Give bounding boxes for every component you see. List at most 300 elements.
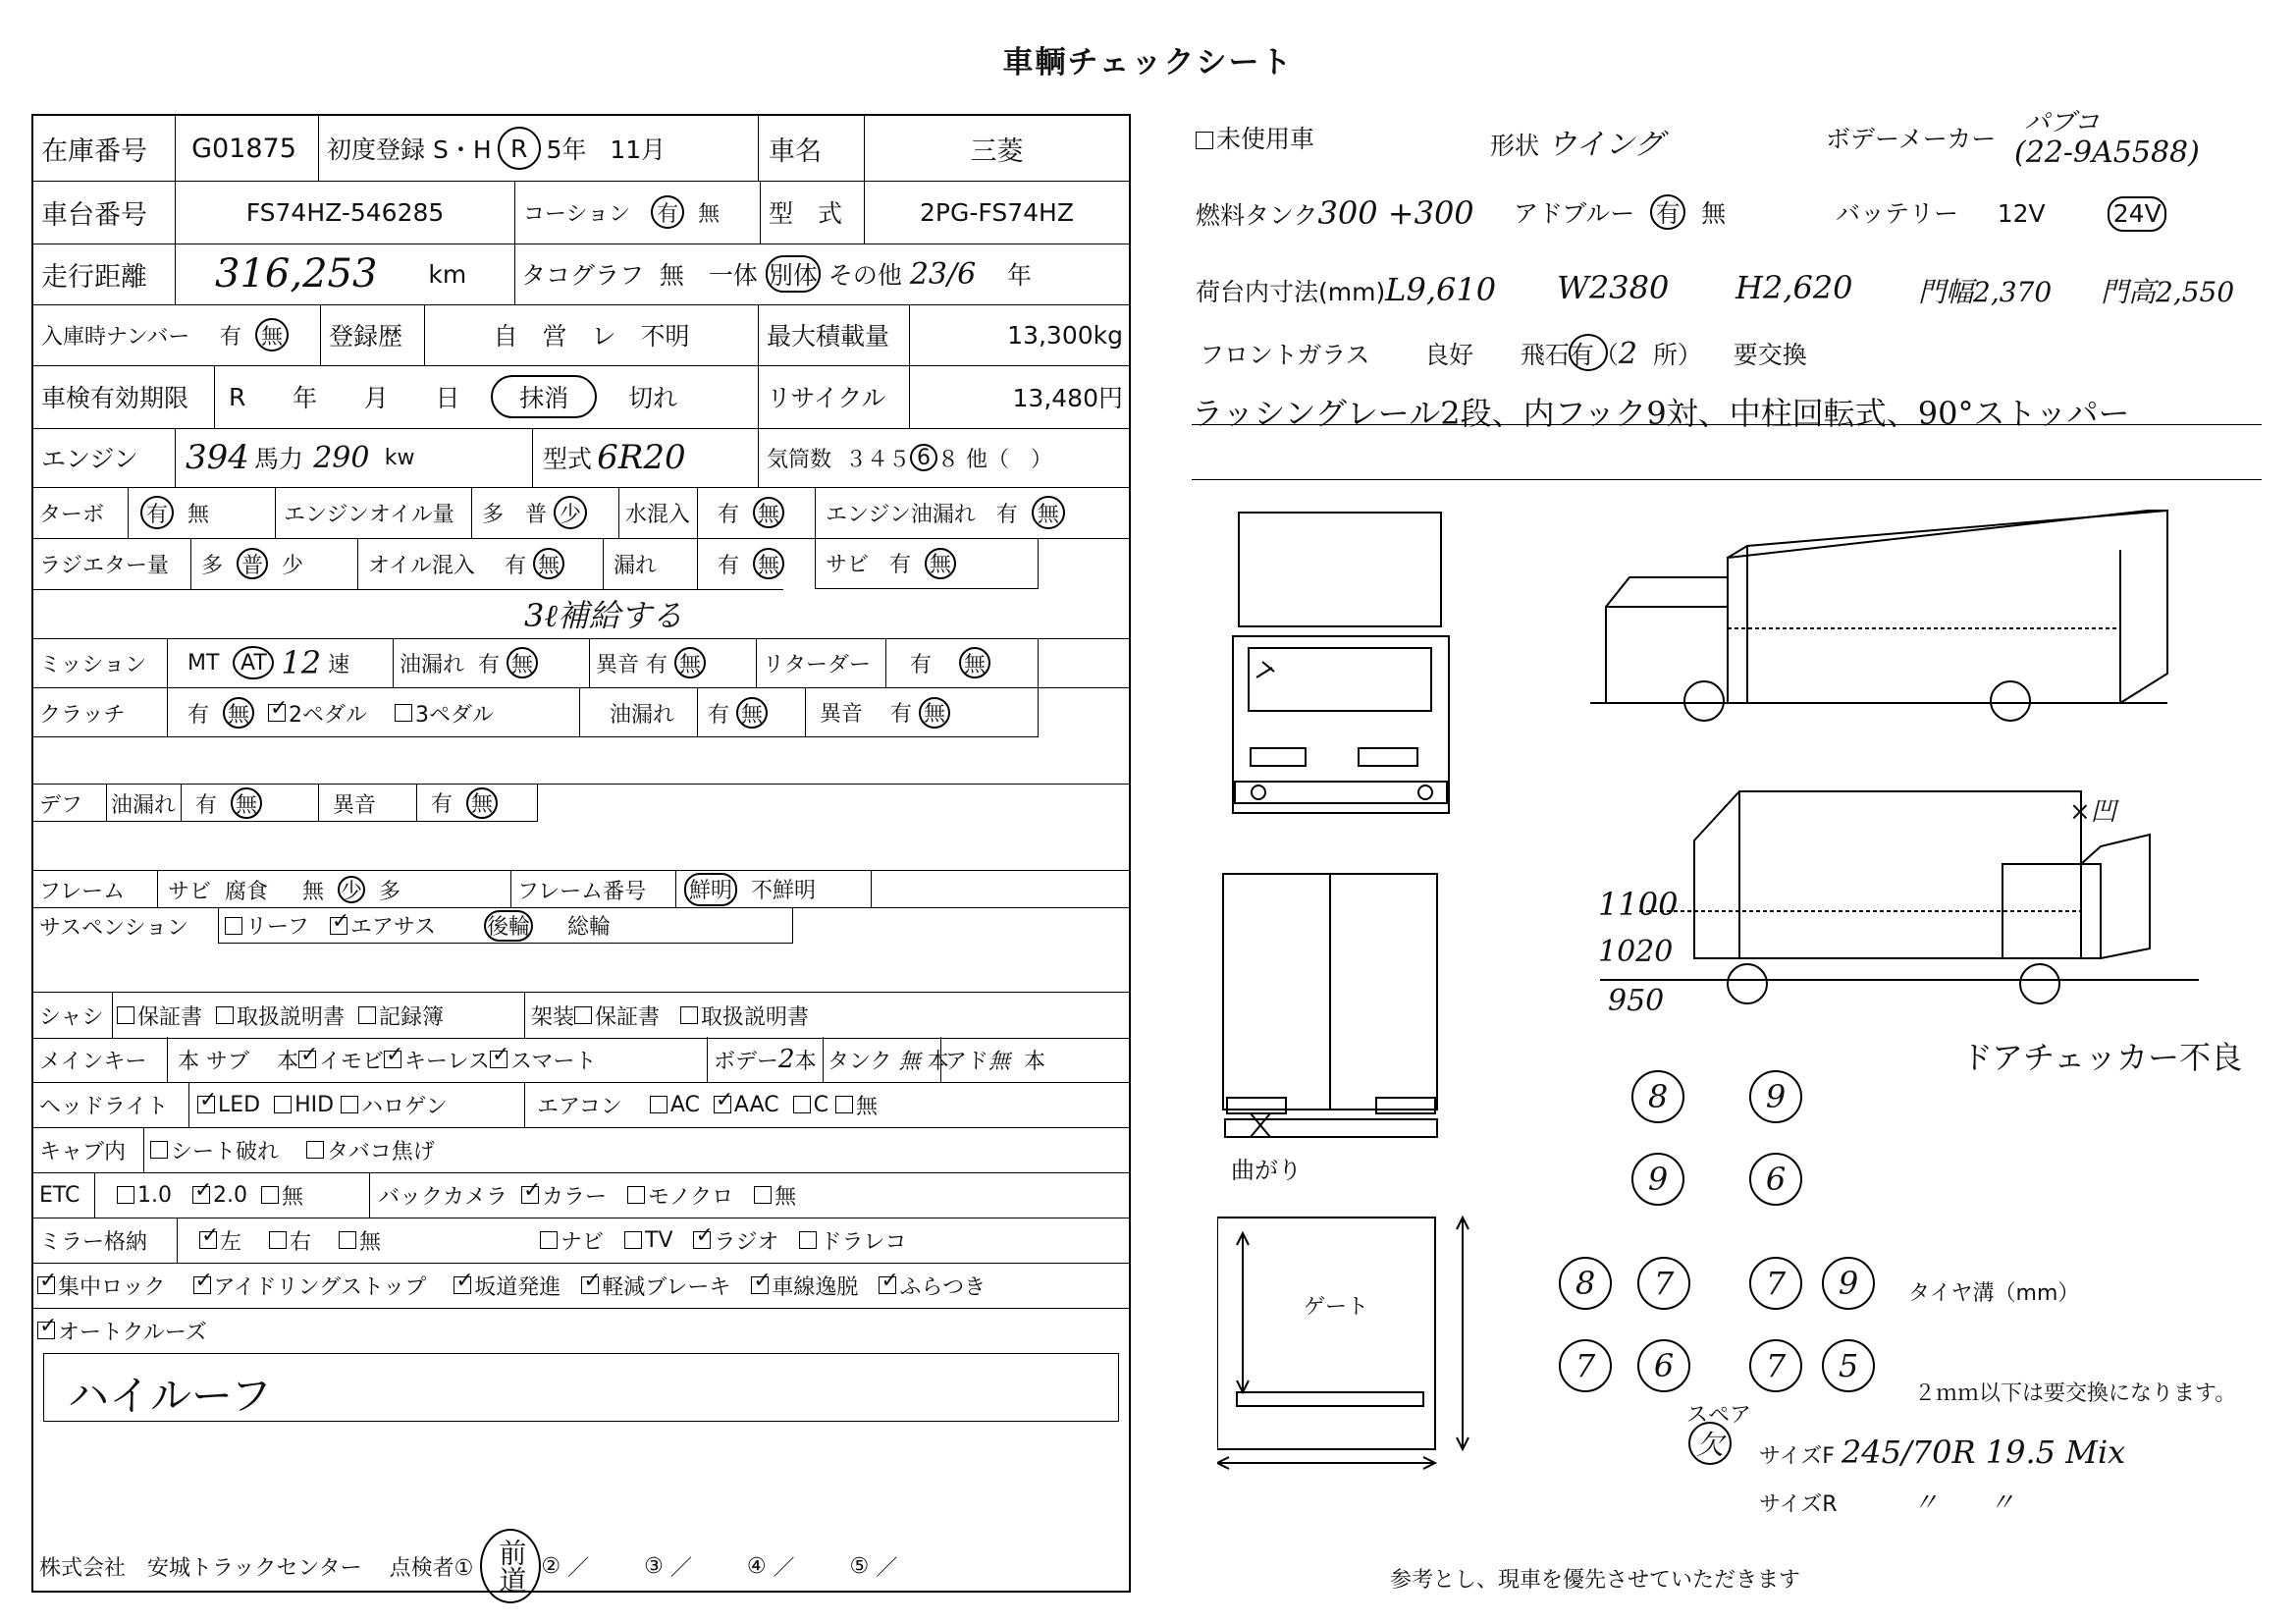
cylinder-rest: ８ 他（ ） xyxy=(937,447,1053,472)
immobi-checkbox[interactable] xyxy=(298,1051,316,1068)
mirror-none-label: 無 xyxy=(359,1229,382,1255)
frame-many: 多 xyxy=(379,879,401,904)
caution-no: 無 xyxy=(698,201,721,227)
body-maker: パブコ xyxy=(2024,108,2100,137)
max-load-label: 最大積載量 xyxy=(758,304,905,365)
radio-label: ラジオ xyxy=(714,1229,779,1255)
retarder-yes: 有 xyxy=(910,652,933,677)
tobacco-burn-label: タバコ焦げ xyxy=(327,1139,435,1164)
stock-label: 在庫番号 xyxy=(41,135,147,167)
adblue-label: アドブルー xyxy=(1514,199,1635,228)
clutch-no: 無 xyxy=(223,697,254,729)
row-stock xyxy=(33,116,1129,182)
front-cab-outline xyxy=(1233,636,1449,813)
main-key: 本 xyxy=(178,1049,200,1074)
row-chassis-docs xyxy=(33,992,1129,1039)
era-circle: R xyxy=(498,127,541,170)
radiator-mid: 普 xyxy=(237,548,268,579)
sub-key: サブ xyxy=(206,1049,250,1074)
mission-mt: MT xyxy=(187,650,220,676)
mirror-right-label: 右 xyxy=(290,1229,312,1255)
history-label: 登録歴 xyxy=(320,304,457,365)
body-warranty-checkbox[interactable] xyxy=(574,1006,592,1024)
row-turbo xyxy=(33,487,1129,539)
hill-start-checkbox[interactable] xyxy=(454,1276,471,1294)
aircon-label: エアコン xyxy=(537,1094,622,1119)
reference-note: 参考とし、現車を優先させていただきます xyxy=(1390,1568,1801,1593)
tire-tread-11: 7 xyxy=(1749,1339,1802,1392)
frame-few: 少 xyxy=(338,876,365,903)
warranty-label: 保証書 xyxy=(137,1004,203,1030)
tacho-date: 23/6 xyxy=(909,256,977,292)
tacho-selected: 別体 xyxy=(766,255,821,293)
slash-5: ／ xyxy=(876,1555,898,1581)
inspection-cancelled: 抹消 xyxy=(491,375,597,418)
inspection-label: 車検有効期限 xyxy=(41,384,189,412)
airsus-checkbox[interactable] xyxy=(330,917,347,935)
row-cruise xyxy=(33,1308,1129,1353)
frame-number-unclear: 不鮮明 xyxy=(751,879,817,903)
central-lock-checkbox[interactable] xyxy=(37,1276,55,1294)
camera-mono-checkbox[interactable] xyxy=(627,1186,645,1204)
camera-color-checkbox[interactable] xyxy=(521,1186,539,1204)
row-radiator-note xyxy=(33,589,1129,639)
fuel-tank-value: 300 +300 xyxy=(1317,194,1474,232)
inspection-month: 月 xyxy=(363,384,389,412)
mission-leak-yes: 有 xyxy=(478,652,501,677)
smart-checkbox[interactable] xyxy=(490,1051,507,1068)
idle-stop-checkbox[interactable] xyxy=(193,1276,211,1294)
suspension-label: サスペンション xyxy=(39,915,189,941)
inspector-4: ④ xyxy=(746,1553,767,1579)
mirror-label: ミラー格納 xyxy=(39,1229,148,1255)
inspector-label: 点検者① xyxy=(389,1555,474,1581)
manual-checkbox[interactable] xyxy=(216,1006,234,1024)
water-label: 水混入 xyxy=(618,487,697,538)
inspector-stamp: 前道 xyxy=(480,1529,541,1603)
body-manual-label: 取扱説明書 xyxy=(701,1004,810,1030)
row-frame xyxy=(33,870,1129,908)
shape-label: 形状 xyxy=(1490,132,1540,160)
ac-label: AC xyxy=(669,1092,700,1117)
door-width: 門幅2,370 xyxy=(1918,276,2053,308)
battery-24v: 24V xyxy=(2108,196,2166,232)
mirror-left-checkbox[interactable] xyxy=(199,1231,217,1249)
cylinder-label: 気筒数 xyxy=(767,447,832,472)
engine-leak-label: エンジン油漏れ xyxy=(826,502,976,527)
seat-tear-label: シート破れ xyxy=(171,1139,280,1164)
etc-none-label: 無 xyxy=(281,1184,303,1210)
radiator-label: ラジエター量 xyxy=(39,553,170,578)
row-inspection xyxy=(33,365,1129,429)
size-front-label: サイズF xyxy=(1759,1444,1835,1469)
adblue-yes: 有 xyxy=(1650,194,1685,230)
seat-tear-checkbox[interactable] xyxy=(150,1141,168,1159)
back-camera-label: バックカメラ xyxy=(378,1184,508,1210)
aac-label: AAC xyxy=(733,1092,779,1117)
sheet-title: 車輌チェックシート xyxy=(1002,45,1294,81)
row-mirror xyxy=(33,1218,1129,1264)
body-key-label: ボデー xyxy=(714,1049,779,1074)
truck-diagrams xyxy=(1217,491,2277,1492)
chassis-number: FS74HZ-546285 xyxy=(175,181,514,244)
body-warranty-label: 保証書 xyxy=(595,1004,661,1030)
tire-tread-9: 7 xyxy=(1559,1339,1612,1392)
body-note: ラッシングレール2段、内フック9対、中柱回転式、90°ストッパー xyxy=(1192,395,2130,432)
smart-label: スマート xyxy=(509,1049,597,1074)
keyless-label: キーレス xyxy=(404,1049,490,1074)
hp-label: 馬力 xyxy=(254,445,304,473)
chassis-docs-label: シャシ xyxy=(39,1004,104,1030)
bed-height: H2,620 xyxy=(1735,269,1853,306)
mission-label: ミッション xyxy=(39,652,147,677)
aircon-none-checkbox[interactable] xyxy=(835,1096,853,1113)
turbo-label: ターボ xyxy=(39,502,105,527)
brake-assist-checkbox[interactable] xyxy=(581,1276,599,1294)
turbo-yes: 有 xyxy=(140,496,174,529)
lane-depart-label: 車線逸脱 xyxy=(772,1274,859,1300)
keyless-checkbox[interactable] xyxy=(384,1051,401,1068)
tacho-unit: 年 xyxy=(1006,261,1032,290)
oil-label: エンジンオイル量 xyxy=(275,487,471,538)
row-keys xyxy=(33,1037,1129,1083)
tire-tread-7: 7 xyxy=(1749,1257,1802,1310)
row-suspension xyxy=(33,907,1129,944)
tacho-other: その他 xyxy=(828,261,902,290)
halogen-label: ハロゲン xyxy=(361,1094,448,1119)
tire-tread-3: 9 xyxy=(1631,1153,1684,1206)
inspection-expired: 切れ xyxy=(628,384,678,412)
slash-3: ／ xyxy=(669,1555,692,1581)
inspection-year: 年 xyxy=(293,384,318,412)
row-engine xyxy=(33,428,1129,488)
inspector-5: ⑤ xyxy=(849,1553,870,1579)
clutch-leak-no: 無 xyxy=(736,697,768,729)
diff-label: デフ xyxy=(39,792,83,818)
tv-checkbox[interactable] xyxy=(624,1231,642,1249)
mission-noise-label: 異音 xyxy=(596,652,640,677)
windshield-chip-count: 2 xyxy=(1618,337,1637,371)
diff-noise-yes: 有 xyxy=(431,792,454,817)
windshield-good: 良好 xyxy=(1424,341,1474,369)
diff-noise-label: 異音 xyxy=(318,785,416,822)
tire-tread-1: 8 xyxy=(1631,1070,1684,1123)
mission-noise-no: 無 xyxy=(674,647,706,678)
pedal2-label: 2ペダル xyxy=(289,702,368,728)
max-load-value: 13,300kg xyxy=(909,304,1123,365)
wobble-label: ふらつき xyxy=(899,1274,987,1300)
etc-none-checkbox[interactable] xyxy=(261,1186,279,1204)
clutch-noise-no: 無 xyxy=(919,697,950,729)
cylinder-selected: 6 xyxy=(910,444,937,471)
cylinder-options: ３４５ xyxy=(845,447,911,472)
radio-checkbox[interactable] xyxy=(693,1231,711,1249)
row-radiator xyxy=(33,538,1129,589)
remarks-box xyxy=(43,1353,1119,1422)
clutch-noise-yes: 有 xyxy=(890,702,913,727)
frame-none: 無 xyxy=(302,879,325,904)
bed-width: W2380 xyxy=(1557,269,1670,306)
bed-dim-label: 荷台内寸法(mm) xyxy=(1196,278,1386,306)
ac-checkbox[interactable] xyxy=(650,1096,667,1113)
idle-stop-label: アイドリングストップ xyxy=(213,1274,427,1300)
ad-key-label: アド xyxy=(945,1049,989,1074)
plate-label: 入庫時ナンバー xyxy=(41,324,190,350)
car-name: 三菱 xyxy=(864,116,1129,181)
tire-tread-12: 5 xyxy=(1822,1339,1875,1392)
row-plate xyxy=(33,304,1129,366)
engine-displacement: 394 xyxy=(186,438,249,477)
ad-key-value: 無 xyxy=(988,1049,1011,1074)
camera-color-label: カラー xyxy=(542,1184,608,1210)
front-box-outline xyxy=(1239,513,1441,626)
body-docs-label: 架装 xyxy=(531,1004,575,1030)
leaf-checkbox[interactable] xyxy=(225,917,242,935)
windshield-replace: 要交換 xyxy=(1733,341,1807,369)
engine-type: 6R20 xyxy=(597,438,686,477)
aircon-none-label: 無 xyxy=(855,1094,878,1119)
bed-length: L9,610 xyxy=(1385,271,1497,308)
hill-start-label: 坂道発進 xyxy=(474,1274,561,1300)
engine-type-label: 型式 xyxy=(543,445,593,473)
radiator-note: 3ℓ補給する xyxy=(524,597,683,634)
pedal3-label: 3ペダル xyxy=(415,702,494,728)
camera-none-checkbox[interactable] xyxy=(754,1186,772,1204)
clutch-noise-label: 異音 xyxy=(820,702,864,727)
hp-unit: kw xyxy=(384,445,415,470)
windshield-chip: 飛石有 xyxy=(1520,341,1594,369)
lane-depart-checkbox[interactable] xyxy=(751,1276,769,1294)
windshield-chip-unit: 所） xyxy=(1652,341,1702,369)
pedal2-checkbox[interactable] xyxy=(268,704,286,722)
brake-assist-label: 軽減ブレーキ xyxy=(602,1274,731,1300)
frame-corrosion: 腐食 xyxy=(225,879,269,904)
tire-tread-6: 7 xyxy=(1637,1257,1690,1310)
oil-options: 多 普 xyxy=(482,502,548,527)
manual-label: 取扱説明書 xyxy=(237,1004,346,1030)
unused-checkbox[interactable] xyxy=(1196,132,1213,149)
frame-rust: サビ xyxy=(168,879,212,904)
tacho-label: タコグラフ xyxy=(521,261,645,290)
row-cab xyxy=(33,1127,1129,1173)
engine-leak-yes: 有 xyxy=(995,502,1018,527)
battery-12v: 12V xyxy=(1997,199,2046,228)
recycle-value: 13,480円 xyxy=(909,365,1123,428)
suspension-rear: 後輪 xyxy=(484,910,533,942)
etc-2-checkbox[interactable] xyxy=(192,1186,210,1204)
central-lock-label: 集中ロック xyxy=(58,1274,166,1300)
inspection-era: R xyxy=(229,382,246,411)
tv-label: TV xyxy=(645,1227,673,1253)
radiator-high: 多 xyxy=(201,553,224,578)
history-value: 自 営 レ 不明 xyxy=(424,304,758,365)
dent-note: ×凹 xyxy=(2069,797,2116,827)
row-headlight xyxy=(33,1082,1129,1128)
frame-number-label: フレーム番号 xyxy=(510,871,687,908)
slash-4: ／ xyxy=(773,1555,795,1581)
tank-key-unit: 本 xyxy=(927,1049,949,1074)
oil-mix-yes: 有 xyxy=(505,553,527,578)
leaf-label: リーフ xyxy=(245,915,309,940)
retarder-no: 無 xyxy=(959,647,990,678)
record-checkbox[interactable] xyxy=(358,1006,376,1024)
pedal3-checkbox[interactable] xyxy=(395,704,412,722)
recycle-label: リサイクル xyxy=(758,365,905,428)
ad-key-unit: 本 xyxy=(1024,1049,1046,1074)
frame-number-clear: 鮮明 xyxy=(684,873,737,906)
shape-value: ウイング xyxy=(1546,128,1664,162)
mirror-left-label: 左 xyxy=(220,1229,242,1255)
clutch-yes: 有 xyxy=(187,702,210,728)
row-mileage xyxy=(33,244,1129,305)
row-safety xyxy=(33,1263,1129,1309)
hp-value: 290 xyxy=(313,440,370,475)
plate-no: 無 xyxy=(255,318,289,352)
tread-label: タイヤ溝（mm） xyxy=(1908,1281,2080,1306)
row-clutch xyxy=(33,687,1129,737)
row-diff xyxy=(33,784,1129,822)
sub-key-unit: 本 xyxy=(277,1049,299,1074)
navi-label: ナビ xyxy=(561,1229,605,1255)
camera-none-label: 無 xyxy=(774,1184,797,1210)
diff-leak-yes: 有 xyxy=(195,792,218,818)
adblue-no: 無 xyxy=(1701,199,1727,228)
fuel-tank-label: 燃料タンク xyxy=(1196,201,1318,230)
tire-tread-10: 6 xyxy=(1637,1339,1690,1392)
immobi-label: イモビ xyxy=(319,1049,385,1074)
led-label: LED xyxy=(218,1092,261,1117)
windshield-label: フロントガラス xyxy=(1200,341,1370,369)
bend-note: 曲がり xyxy=(1231,1157,1302,1184)
hid-checkbox[interactable] xyxy=(274,1096,292,1113)
tire-tread-4: 6 xyxy=(1749,1153,1802,1206)
turbo-no: 無 xyxy=(187,502,210,527)
door-checker-note: ドアチェッカー不良 xyxy=(1961,1039,2243,1076)
body-manual-checkbox[interactable] xyxy=(680,1006,698,1024)
oil-mix-no: 無 xyxy=(533,548,564,579)
keys-label: メインキー xyxy=(39,1049,147,1074)
door-height: 門高2,550 xyxy=(2101,276,2235,308)
tank-key-value: 無 xyxy=(898,1049,921,1074)
inspector-2: ② xyxy=(541,1553,561,1579)
aac-checkbox[interactable] xyxy=(714,1096,731,1113)
record-label: 記録簿 xyxy=(379,1004,445,1030)
tank-key-label: タンク xyxy=(828,1049,892,1074)
cruise-checkbox[interactable] xyxy=(37,1322,55,1339)
caution-yes: 有 xyxy=(651,195,684,229)
tire-tread-2: 9 xyxy=(1749,1070,1802,1123)
mission-noise-yes: 有 xyxy=(646,652,668,677)
slash-2: ／ xyxy=(567,1555,590,1581)
mirror-none-checkbox[interactable] xyxy=(339,1231,356,1249)
size-rear-value: 〃 〃 xyxy=(1912,1489,2015,1518)
spare-value: 欠 xyxy=(1688,1422,1732,1465)
plate-yes: 有 xyxy=(220,324,242,350)
headlight-label: ヘッドライト xyxy=(39,1094,169,1119)
model-value: 2PG-FS74HZ xyxy=(864,181,1129,244)
cruise-label: オートクルーズ xyxy=(58,1320,207,1345)
c-checkbox[interactable] xyxy=(793,1096,811,1113)
dashcam-checkbox[interactable] xyxy=(799,1231,817,1249)
etc-1-checkbox[interactable] xyxy=(117,1186,134,1204)
etc-1-label: 1.0 xyxy=(137,1182,172,1208)
etc-2-label: 2.0 xyxy=(212,1182,247,1208)
halogen-checkbox[interactable] xyxy=(341,1096,358,1113)
mirror-right-checkbox[interactable] xyxy=(269,1231,287,1249)
oil-selected: 少 xyxy=(554,496,587,529)
mission-leak-no: 無 xyxy=(507,647,538,678)
tacho-options: 無 一体 xyxy=(659,261,758,290)
caution-label: コーション xyxy=(523,201,631,227)
diff-noise-no: 無 xyxy=(466,787,498,819)
body-maker-number: (22-9A5588) xyxy=(2014,135,2200,170)
dashcam-label: ドラレコ xyxy=(820,1229,907,1255)
led-checkbox[interactable] xyxy=(197,1096,215,1113)
remarks-text: ハイルーフ xyxy=(68,1372,272,1420)
warranty-checkbox[interactable] xyxy=(117,1006,134,1024)
leak-no: 無 xyxy=(753,548,784,579)
diff-leak-no: 無 xyxy=(231,787,262,819)
body-key-count: 2 xyxy=(778,1045,795,1074)
tire-tread-5: 8 xyxy=(1559,1257,1612,1310)
inspection-day: 日 xyxy=(435,384,460,412)
frame-label: フレーム xyxy=(39,879,126,904)
reg-month: 11月 xyxy=(610,135,667,164)
diff-leak-label: 油漏れ xyxy=(106,785,185,822)
hid-label: HID xyxy=(294,1092,335,1117)
tire-tread-8: 9 xyxy=(1822,1257,1875,1310)
row-etc xyxy=(33,1172,1129,1218)
mission-leak-label: 油漏れ xyxy=(400,652,465,677)
model-label: 型 式 xyxy=(760,181,864,244)
mileage-unit: km xyxy=(428,259,467,289)
rust-yes: 有 xyxy=(889,553,912,577)
size-rear-label: サイズR xyxy=(1759,1492,1838,1517)
leak-yes: 有 xyxy=(718,553,740,578)
gate-label: ゲート xyxy=(1304,1295,1369,1320)
mileage-value: 316,253 xyxy=(215,251,378,297)
water-no: 無 xyxy=(753,497,784,528)
etc-label: ETC xyxy=(39,1182,80,1208)
airsus-label: エアサス xyxy=(349,915,437,940)
height-1020: 1020 xyxy=(1598,935,1674,969)
water-yes: 有 xyxy=(718,502,740,527)
unused-label: 未使用車 xyxy=(1216,125,1315,153)
rust-no: 無 xyxy=(925,548,956,579)
body-key-unit: 本 xyxy=(794,1049,817,1074)
rust-label: サビ xyxy=(826,553,870,577)
navi-checkbox[interactable] xyxy=(540,1231,558,1249)
clutch-label: クラッチ xyxy=(39,702,126,728)
mission-speed-unit: 速 xyxy=(328,652,350,677)
height-1100: 1100 xyxy=(1598,886,1679,923)
body-maker-label: ボデーメーカー xyxy=(1826,125,1997,153)
engine-label: エンジン xyxy=(41,445,138,473)
tobacco-burn-checkbox[interactable] xyxy=(306,1141,324,1159)
row-mission xyxy=(33,638,1129,687)
battery-label: バッテリー xyxy=(1836,199,1959,228)
engine-leak-no: 無 xyxy=(1032,496,1065,529)
mission-speed: 12 xyxy=(281,644,322,681)
cab-label: キャブ内 xyxy=(39,1139,127,1164)
stock-number: G01875 xyxy=(175,116,312,181)
car-name-label: 車名 xyxy=(758,116,856,181)
tread-note: ２ｍｍ以下は要交換になります。 xyxy=(1914,1381,2237,1406)
size-front-value: 245/70R 19.5 Mix xyxy=(1841,1434,2126,1471)
wobble-checkbox[interactable] xyxy=(879,1276,896,1294)
retarder-label: リターダー xyxy=(756,638,883,687)
check-form xyxy=(31,114,1131,1593)
